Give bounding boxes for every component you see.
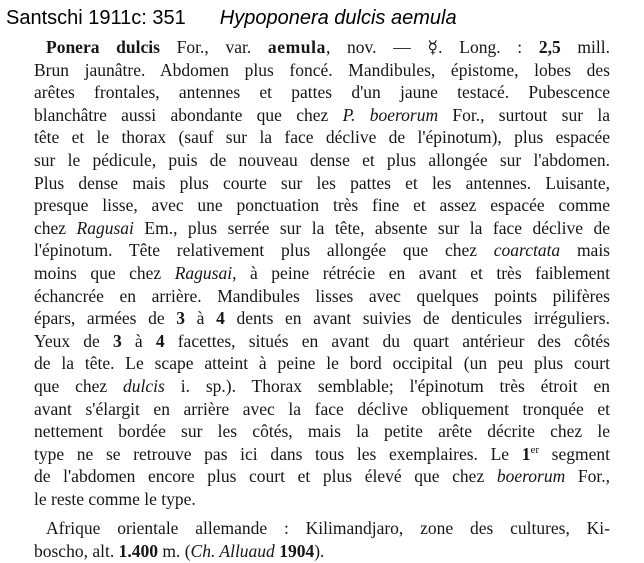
text-line: Brun jaunâtre. Abdomen plus foncé. Mandibules, épistome, lobes des [34,59,610,80]
text-line: arêtes frontales, antennes et pattes d'un jaune testacé. Pubescence [34,82,610,103]
description-paragraph [34,36,610,510]
text-line: l'épinotum. Tête relativement plus allongée que chez coarctata mais [34,240,610,261]
text-line: épars, armées de 3 à 4 dents en avant suivies de denticules irréguliers. [34,308,610,329]
text-line: Afrique orientale allemande : Kilimandjaro, zone des cultures, Ki- [46,518,610,539]
text-line: moins que chez Ragusai, à peine rétrécie en avant et très faiblement [34,262,610,283]
text-line: Plus dense mais plus courte sur les pattes et les antennes. Luisante, [34,172,610,193]
page-header [6,6,457,30]
text-line: le reste comme le type. [34,488,196,509]
text-line: blanchâtre aussi abondante que chez P. boerorum For., surtout sur la [34,104,610,125]
text-line: Yeux de 3 à 4 facettes, situés en avant du quart antérieur des côtés [34,330,610,351]
text-line: presque lisse, avec une ponctuation très fine et assez espacée comme [34,195,610,216]
species-name: Hypoponera dulcis aemula [219,7,457,29]
text-line: échancrée en arrière. Mandibules lisses avec quelques points pilifères [34,285,610,306]
text-line: Ponera dulcis For., var. aemula, nov. — ☿. Long. : 2,5 mill. [46,37,610,57]
text-line: type ne se retrouve pas ici dans tous les exemplaires. Le 1er segment [34,443,610,464]
citation: Santschi 1911c: 351 [6,7,186,29]
text-line: de la tête. Le scape atteint à peine le bord occipital (un peu plus court [34,353,610,374]
text-line: sur le pédicule, puis de nouveau dense et plus allongée sur l'abdomen. [34,149,610,170]
text-line: de l'abdomen encore plus court et plus élevé que chez boerorum For., [34,466,610,487]
text-line: avant s'élargit en arrière avec la face déclive obliquement tronquée et [34,398,610,419]
locality-paragraph [34,517,610,562]
text-line: nettement bordée sur les côtés, mais la petite arête décrite chez le [34,421,610,442]
document-text [34,36,610,563]
text-line: tête et le thorax (sauf sur la face déclive de l'épinotum), plus espacée [34,127,610,148]
text-line: boscho, alt. 1.400 m. (Ch. Alluaud 1904). [34,541,325,562]
text-line: que chez dulcis i. sp.). Thorax semblable; l'épinotum très étroit en [34,375,610,396]
text-line: chez Ragusai Em., plus serrée sur la tête, absente sur la face déclive de [34,217,610,238]
